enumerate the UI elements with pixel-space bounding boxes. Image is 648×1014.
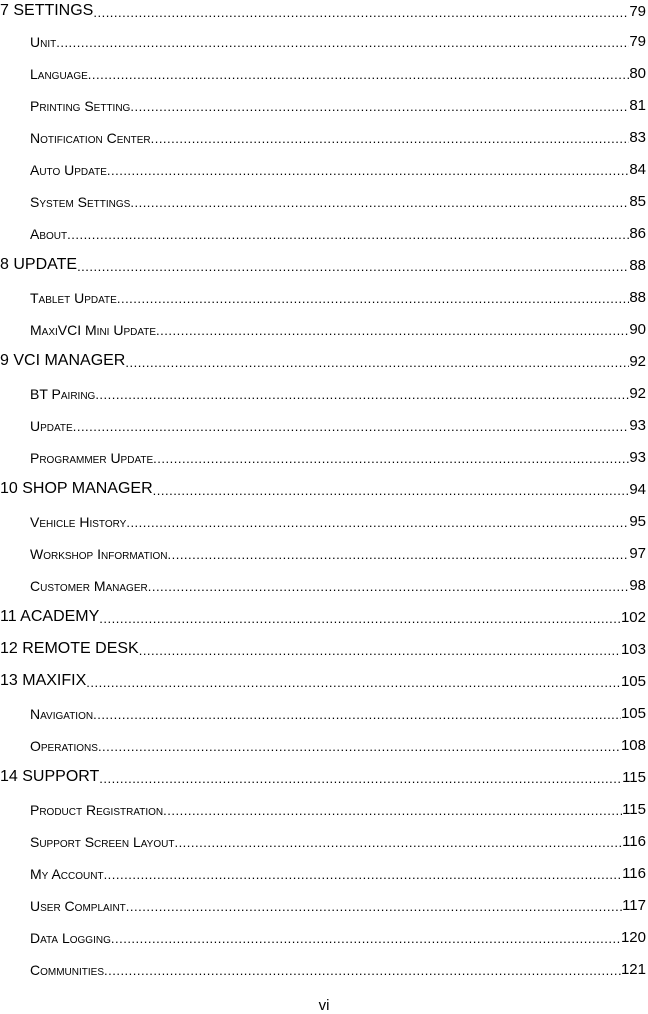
toc-entry-page: 86 bbox=[629, 225, 646, 241]
toc-entry bbox=[30, 151, 646, 177]
toc-entry-page: 115 bbox=[622, 801, 646, 817]
toc-entry bbox=[30, 855, 646, 881]
toc-entry-page: 79 bbox=[629, 33, 646, 49]
dot-leader bbox=[86, 676, 621, 689]
dot-leader bbox=[125, 356, 629, 369]
toc-entry-page: 79 bbox=[629, 3, 646, 19]
toc-entry-title: Unit bbox=[30, 34, 57, 49]
dot-leader bbox=[153, 484, 630, 497]
toc-entry-title: MaxiVCI Mini Update bbox=[30, 322, 157, 337]
toc-entry-title: Programmer Update bbox=[30, 450, 154, 465]
toc-entry bbox=[30, 951, 646, 977]
toc-entry bbox=[30, 823, 646, 849]
dot-leader bbox=[93, 6, 629, 19]
toc-entry bbox=[30, 87, 646, 113]
toc-entry-title: 10 SHOP MANAGER bbox=[0, 480, 153, 497]
dot-leader bbox=[156, 324, 629, 337]
toc-entry bbox=[0, 599, 646, 625]
dot-leader bbox=[130, 100, 629, 113]
toc-entry bbox=[30, 791, 646, 817]
toc-entry bbox=[30, 439, 646, 465]
toc-entry bbox=[30, 311, 646, 337]
toc-entry bbox=[30, 215, 646, 241]
dot-leader bbox=[130, 196, 629, 209]
toc-entry-page: 92 bbox=[629, 385, 646, 401]
toc-entry bbox=[0, 759, 646, 785]
toc-entry-page: 95 bbox=[629, 513, 646, 529]
toc-entry-title: Auto Update bbox=[30, 162, 107, 177]
toc-entry bbox=[30, 183, 646, 209]
toc-entry bbox=[0, 343, 646, 369]
toc-entry-page: 120 bbox=[620, 929, 646, 945]
toc-entry-title: Product Registration bbox=[30, 802, 164, 817]
toc-entry-title: Update bbox=[30, 418, 73, 433]
dot-leader bbox=[151, 132, 630, 145]
toc-entry bbox=[0, 471, 646, 497]
toc-entry-page: 108 bbox=[620, 737, 646, 753]
toc-entry bbox=[0, 663, 646, 689]
toc-entry-page: 88 bbox=[629, 257, 646, 273]
toc-entry-page: 93 bbox=[629, 449, 646, 465]
toc-entry bbox=[30, 567, 646, 593]
toc-entry-title: About bbox=[30, 226, 68, 241]
toc-entry-page: 116 bbox=[622, 865, 646, 881]
dot-leader bbox=[98, 740, 621, 753]
dot-leader bbox=[117, 292, 629, 305]
dot-leader bbox=[104, 964, 621, 977]
toc-entry-page: 98 bbox=[629, 577, 646, 593]
toc-entry-page: 97 bbox=[629, 545, 646, 561]
toc-entry-page: 105 bbox=[620, 673, 646, 689]
toc-entry-title: Language bbox=[30, 66, 88, 81]
dot-leader bbox=[88, 68, 630, 81]
toc-entry-title: Data Logging bbox=[30, 930, 111, 945]
dot-leader bbox=[167, 548, 629, 561]
toc-entry-title: Tablet Update bbox=[30, 290, 117, 305]
toc-entry-page: 84 bbox=[629, 161, 646, 177]
dot-leader bbox=[126, 900, 622, 913]
toc-entry bbox=[30, 23, 646, 49]
toc-entry-title: 8 UPDATE bbox=[0, 256, 78, 273]
toc-entry bbox=[0, 0, 646, 19]
dot-leader bbox=[153, 452, 629, 465]
dot-leader bbox=[163, 804, 622, 817]
toc-entry-title: 12 REMOTE DESK bbox=[0, 640, 139, 657]
dot-leader bbox=[107, 164, 629, 177]
toc-entry-title: User Complaint bbox=[30, 898, 126, 913]
toc-entry-page: 121 bbox=[620, 961, 646, 977]
toc-entry-page: 80 bbox=[629, 65, 646, 81]
dot-leader bbox=[77, 260, 629, 273]
toc-entry bbox=[30, 503, 646, 529]
dot-leader bbox=[95, 388, 629, 401]
toc-entry bbox=[0, 247, 646, 273]
toc-entry-page: 92 bbox=[629, 353, 646, 369]
toc-entry bbox=[30, 407, 646, 433]
toc-entry-page: 105 bbox=[620, 705, 646, 721]
toc-entry-title: Vehicle History bbox=[30, 514, 127, 529]
toc-entry-title: Printing Setting bbox=[30, 98, 131, 113]
toc-entry bbox=[30, 727, 646, 753]
toc-entry bbox=[30, 695, 646, 721]
toc-entry bbox=[30, 119, 646, 145]
dot-leader bbox=[93, 708, 621, 721]
dot-leader bbox=[126, 516, 629, 529]
toc-entry-page: 88 bbox=[629, 289, 646, 305]
toc-entry-title: Navigation bbox=[30, 706, 94, 721]
toc-entry-page: 85 bbox=[629, 193, 646, 209]
dot-leader bbox=[104, 868, 623, 881]
toc-entry-page: 81 bbox=[629, 97, 646, 113]
dot-leader bbox=[111, 932, 621, 945]
toc-entry-page: 93 bbox=[629, 417, 646, 433]
dot-leader bbox=[174, 836, 622, 849]
dot-leader bbox=[73, 420, 630, 433]
toc-entry-title: Support Screen Layout bbox=[30, 834, 175, 849]
dot-leader bbox=[148, 580, 630, 593]
toc-entry-page: 102 bbox=[620, 609, 646, 625]
toc-entry-page: 115 bbox=[622, 769, 646, 785]
toc-entry-page: 90 bbox=[629, 321, 646, 337]
toc-entry bbox=[30, 887, 646, 913]
toc-entry-title: My Account bbox=[30, 866, 104, 881]
toc-entry-title: Customer Manager bbox=[30, 578, 148, 593]
toc-entry-page: 116 bbox=[622, 833, 646, 849]
toc-entry bbox=[30, 535, 646, 561]
toc-entry-title: BT Pairing bbox=[30, 386, 96, 401]
toc-entry bbox=[0, 631, 646, 657]
page-number-footer: vi bbox=[318, 997, 330, 1014]
toc-entry-page: 117 bbox=[622, 897, 646, 913]
toc-entry-page: 94 bbox=[629, 481, 646, 497]
dot-leader bbox=[99, 772, 622, 785]
toc-entry bbox=[30, 919, 646, 945]
toc-entry-title: 11 ACADEMY bbox=[0, 608, 100, 625]
toc-entry-title: Communities bbox=[30, 962, 104, 977]
toc-entry bbox=[30, 375, 646, 401]
toc-entry-title: 13 MAXIFIX bbox=[0, 672, 87, 689]
dot-leader bbox=[139, 644, 621, 657]
toc-entry-title: Operations bbox=[30, 738, 98, 753]
dot-leader bbox=[99, 612, 621, 625]
dot-leader bbox=[67, 228, 629, 241]
toc-entry bbox=[30, 279, 646, 305]
toc-entry bbox=[30, 55, 646, 81]
toc-entry-page: 103 bbox=[620, 641, 646, 657]
toc-entry-title: 9 VCI MANAGER bbox=[0, 352, 126, 369]
toc-entry-title: Workshop Information bbox=[30, 546, 168, 561]
toc-entry-title: 7 SETTINGS bbox=[0, 2, 94, 19]
dot-leader bbox=[56, 36, 629, 49]
toc-entry-page: 83 bbox=[629, 129, 646, 145]
toc-entry-title: System Settings bbox=[30, 194, 131, 209]
toc-entry-title: Notification Center bbox=[30, 130, 151, 145]
toc-entry-title: 14 SUPPORT bbox=[0, 768, 100, 785]
